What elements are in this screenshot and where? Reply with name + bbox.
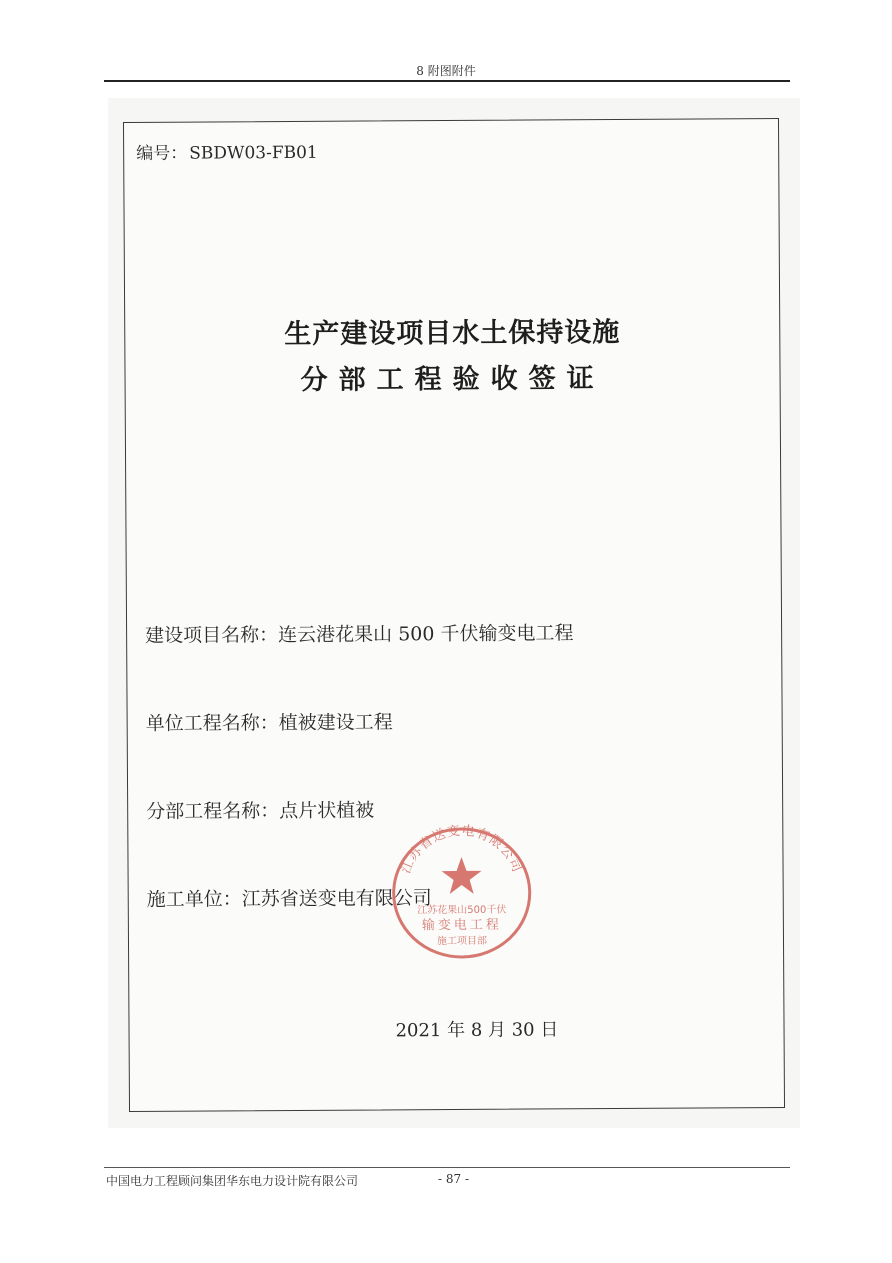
field-sub-project-name (146, 795, 374, 823)
field-label: 建设项目名称： (145, 624, 279, 647)
seal-inner-line3: 施工项目部 (436, 935, 488, 948)
certificate-title-line1: 生产建设项目水土保持设施 (284, 316, 621, 351)
footer-company-name: 中国电力工程顾问集团华东电力设计院有限公司 (106, 1174, 359, 1188)
page-header: 8 附图附件 (416, 64, 476, 78)
footer-rule (104, 1167, 790, 1168)
seal-star-icon (441, 857, 481, 894)
field-label: 单位工程名称： (145, 712, 279, 735)
field-label: 施工单位： (146, 888, 242, 911)
field-project-name (145, 618, 574, 648)
document-number-value: SBDW03-FB01 (189, 142, 318, 164)
field-value: 植被建设工程 (278, 711, 393, 735)
field-value: 点片状植被 (279, 799, 375, 823)
seal-outer-text: 江苏省送变电有限公司 (398, 823, 525, 876)
certificate-frame (123, 118, 785, 1112)
document-number-label: 编号： (136, 143, 188, 164)
footer-page-number: - 87 - (438, 1172, 470, 1186)
company-seal-stamp (386, 823, 537, 964)
document-number (136, 138, 320, 164)
field-label: 分部工程名称： (146, 800, 280, 823)
field-unit-project-name (146, 707, 393, 736)
header-rule (104, 80, 790, 82)
seal-inner-line1: 江苏花果山500千伏 (417, 904, 507, 917)
certificate-date: 2021 年 8 月 30 日 (395, 1019, 559, 1042)
field-value: 江苏省送变电有限公司 (241, 887, 432, 911)
field-value: 连云港花果山 500 千伏输变电工程 (278, 622, 574, 647)
certificate-title-line2: 分部工程验收签证 (300, 363, 605, 396)
seal-inner-line2: 输变电工程 (421, 917, 502, 934)
